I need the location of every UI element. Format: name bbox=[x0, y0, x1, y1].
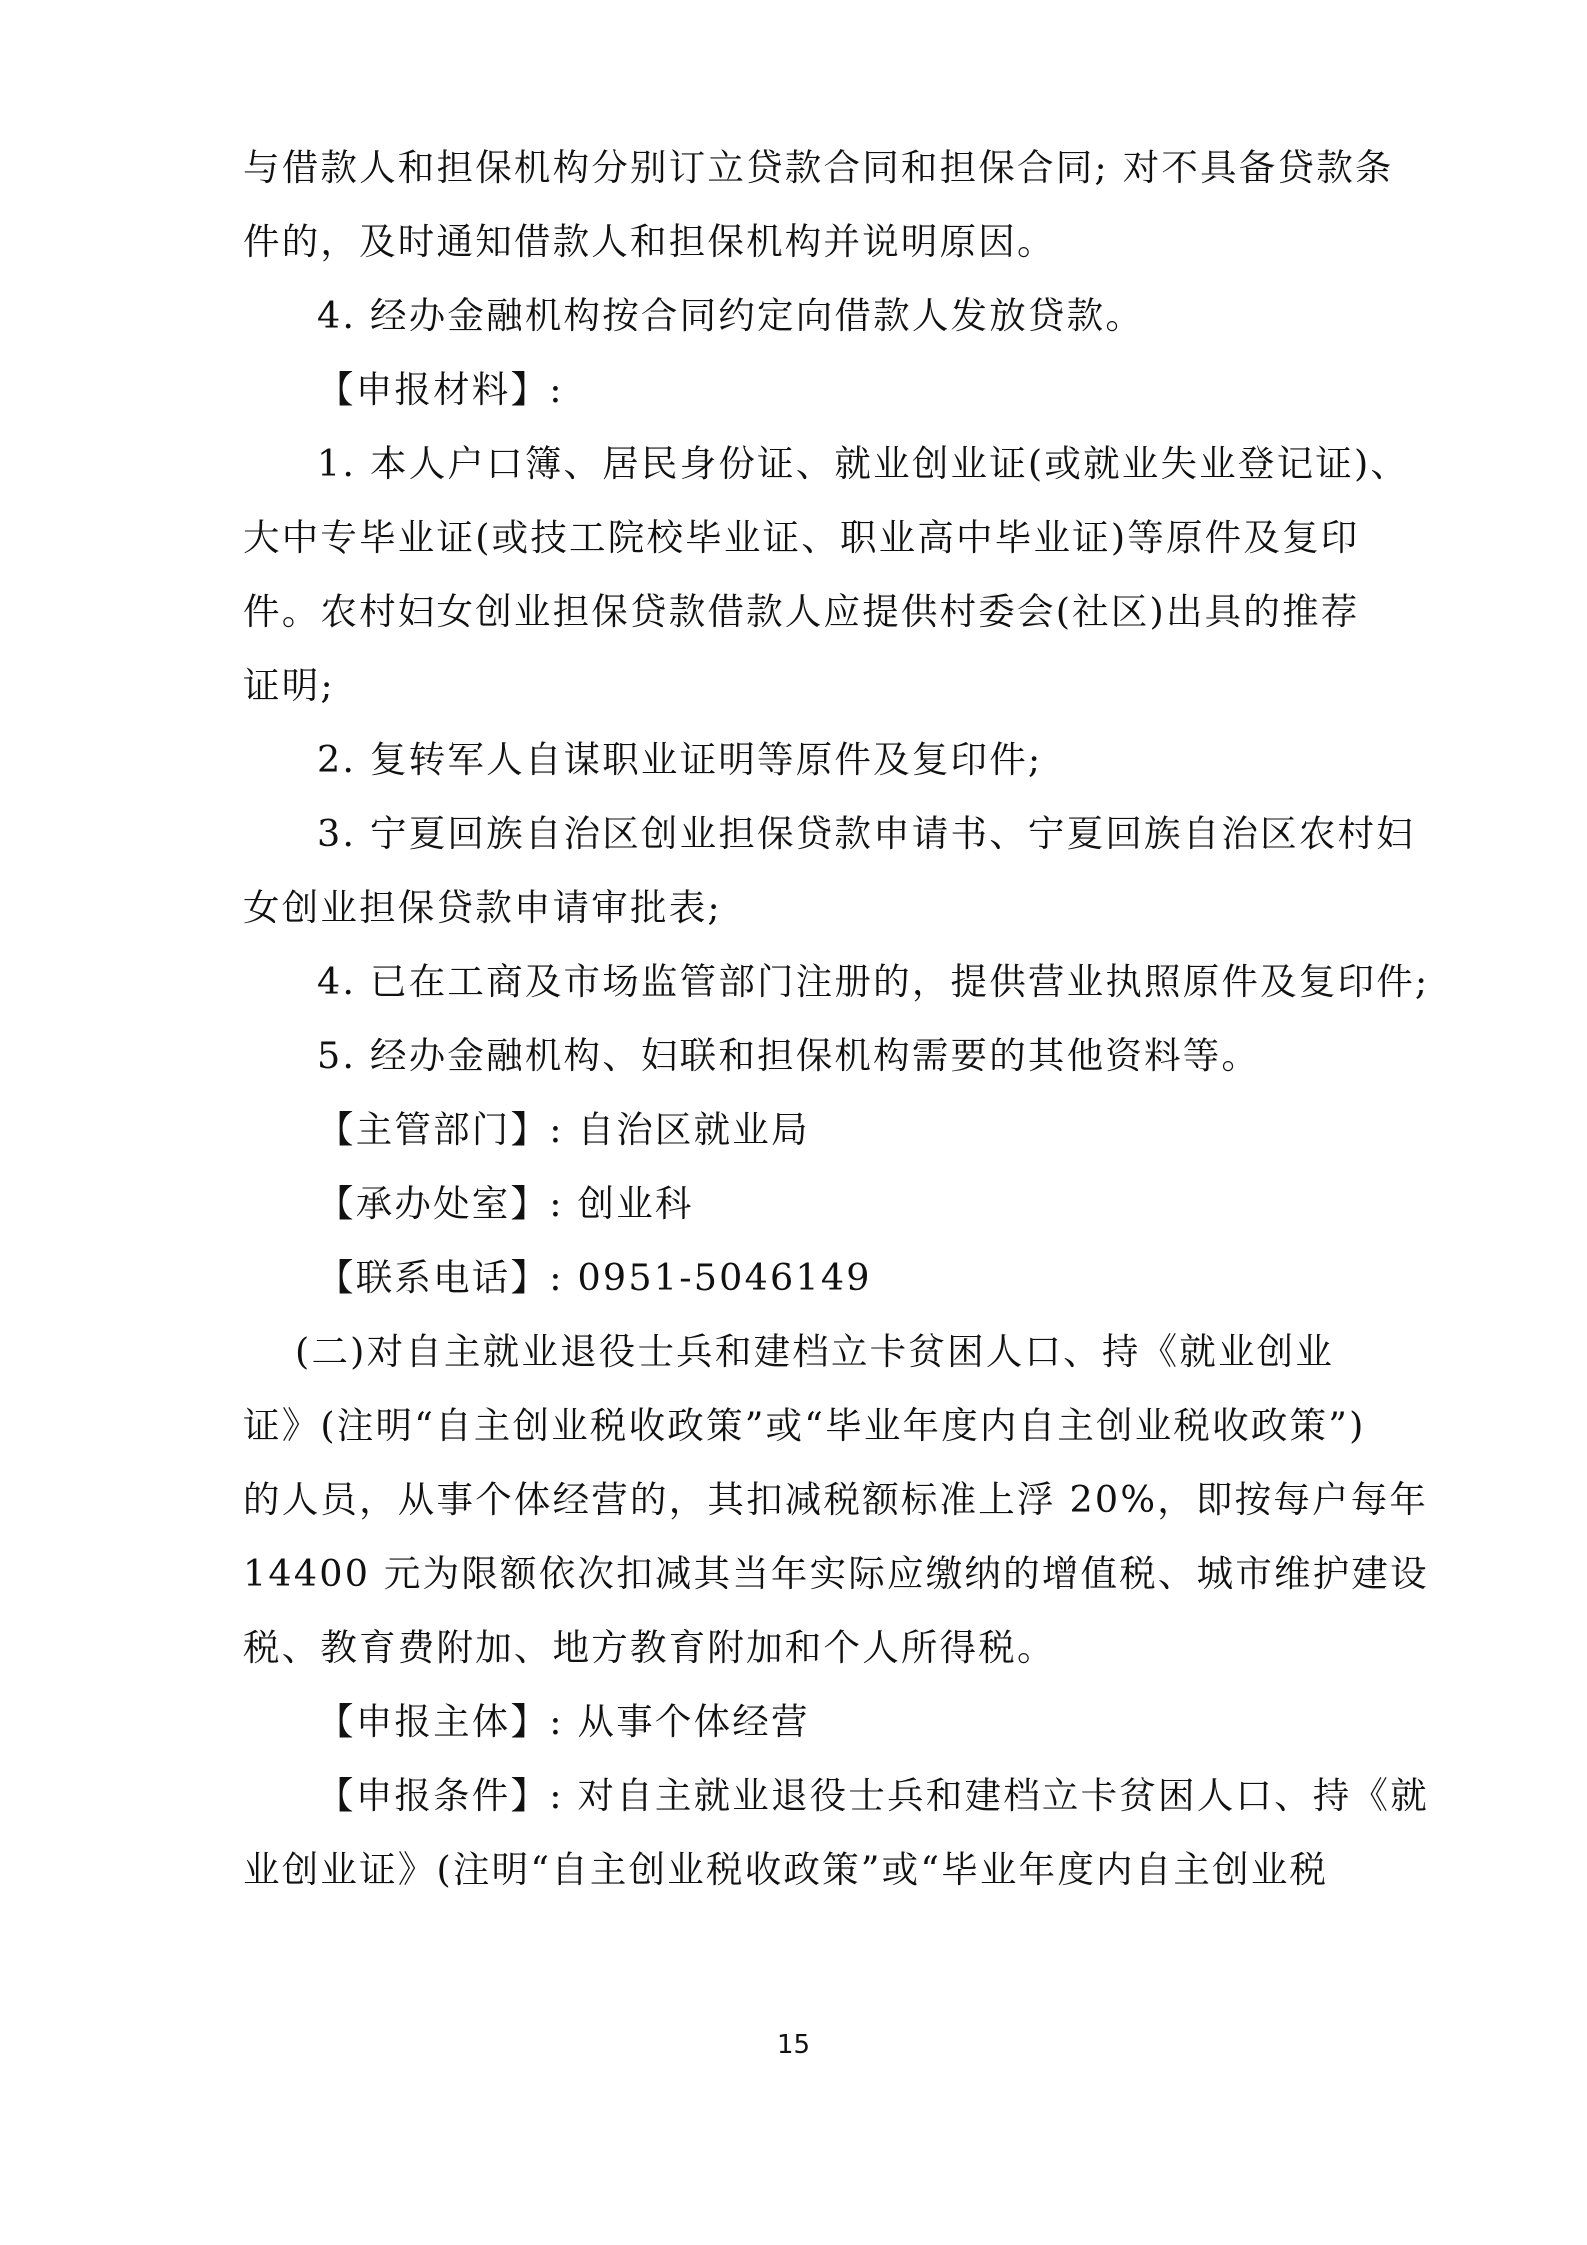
text-line: 女创业担保贷款申请审批表; bbox=[243, 886, 722, 929]
text-line: 的人员，从事个体经营的，其扣减税额标准上浮 20%，即按每户每年 bbox=[243, 1478, 1429, 1521]
text-line: 证》(注明“自主创业税收政策”或“毕业年度内自主创业税收政策”) bbox=[243, 1404, 1366, 1447]
section-heading: 【联系电话】: 0951-5046149 bbox=[317, 1256, 872, 1299]
section-heading: 【申报主体】: 从事个体经营 bbox=[317, 1700, 810, 1743]
text-line: 业创业证》(注明“自主创业税收政策”或“毕业年度内自主创业税 bbox=[243, 1848, 1329, 1891]
text-line: 与借款人和担保机构分别订立贷款合同和担保合同; 对不具备贷款条 bbox=[243, 146, 1394, 189]
section-heading: 【承办处室】: 创业科 bbox=[317, 1182, 694, 1225]
section-heading: 【主管部门】: 自治区就业局 bbox=[317, 1108, 810, 1151]
text-line: 件的，及时通知借款人和担保机构并说明原因。 bbox=[243, 220, 1056, 263]
text-line: 4. 经办金融机构按合同约定向借款人发放贷款。 bbox=[317, 294, 1145, 337]
text-line: (二)对自主就业退役士兵和建档立卡贫困人口、持《就业创业 bbox=[295, 1330, 1335, 1373]
text-line: 1. 本人户口簿、居民身份证、就业创业证(或就业失业登记证)、 bbox=[317, 442, 1410, 485]
section-heading: 【申报条件】: 对自主就业退役士兵和建档立卡贫困人口、持《就 bbox=[317, 1774, 1429, 1817]
text-line: 件。农村妇女创业担保贷款借款人应提供村委会(社区)出具的推荐 bbox=[243, 590, 1360, 633]
section-heading: 【申报材料】: bbox=[317, 368, 564, 411]
text-line: 证明; bbox=[243, 664, 335, 707]
text-line: 税、教育费附加、地方教育附加和个人所得税。 bbox=[243, 1626, 1056, 1669]
text-line: 5. 经办金融机构、妇联和担保机构需要的其他资料等。 bbox=[317, 1034, 1261, 1077]
text-line: 大中专毕业证(或技工院校毕业证、职业高中毕业证)等原件及复印 bbox=[243, 516, 1360, 559]
text-line: 4. 已在工商及市场监管部门注册的，提供营业执照原件及复印件; bbox=[317, 960, 1430, 1003]
text-line: 3. 宁夏回族自治区创业担保贷款申请书、宁夏回族自治区农村妇 bbox=[317, 812, 1415, 855]
page-number: 15 bbox=[776, 2030, 811, 2060]
text-line: 14400 元为限额依次扣减其当年实际应缴纳的增值税、城市维护建设 bbox=[243, 1552, 1429, 1595]
text-line: 2. 复转军人自谋职业证明等原件及复印件; bbox=[317, 738, 1043, 781]
